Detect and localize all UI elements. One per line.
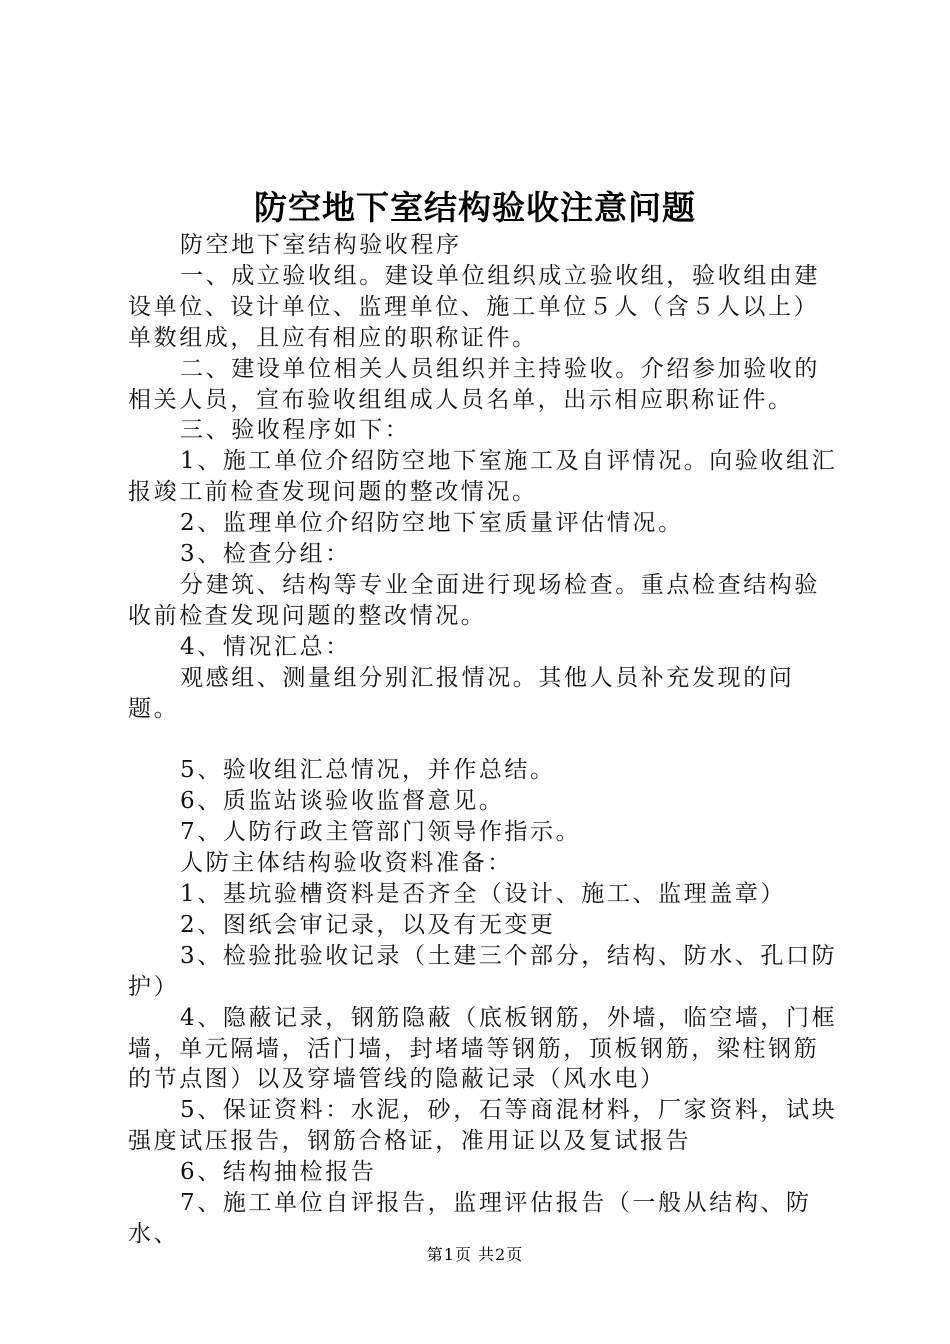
paragraph: 分建筑、结构等专业全面进行现场检查。重点检查结构验收前检查发现问题的整改情况。 (128, 571, 820, 629)
paragraph: 4、情况汇总： (180, 633, 351, 660)
paragraph: 5、保证资料：水泥，砂，石等商混材料，厂家资料，试块强度试压报告，钢筋合格证，准用证以及复试报告 (128, 1097, 838, 1155)
paragraph: 5、验收组汇总情况，并作总结。 (180, 757, 556, 784)
document-title: 防空地下室结构验收注意问题 (254, 188, 696, 227)
paragraph: 2、监理单位介绍防空地下室质量评估情况。 (180, 510, 684, 537)
paragraph: 7、施工单位自评报告，监理评估报告（一般从结构、防水、 (128, 1190, 812, 1247)
paragraph: 观感组、测量组分别汇报情况。其他人员补充发现的问题。 (128, 664, 795, 722)
paragraph: 3、检查分组： (180, 541, 351, 568)
paragraph: 6、结构抽检报告 (180, 1159, 377, 1186)
page-number-footer: 第1页 共2页 (426, 1245, 524, 1264)
paragraph: 1、基坑验槽资料是否齐全（设计、施工、监理盖章） (180, 881, 787, 908)
paragraph: 6、质监站谈验收监督意见。 (180, 788, 505, 815)
paragraph: 防空地下室结构验收程序 (180, 232, 462, 258)
paragraph: 1、施工单位介绍防空地下室施工及自评情况。向验收组汇报竣工前检查发现问题的整改情况。 (128, 448, 838, 506)
paragraph: 2、图纸会审记录，以及有无变更 (180, 911, 556, 938)
paragraph: 4、隐蔽记录，钢筋隐蔽（底板钢筋，外墙，临空墙，门框墙，单元隔墙，活门墙，封堵墙等钢筋，顶板钢筋，梁柱钢筋的节点图）以及穿墙管线的隐蔽记录（风水电） (128, 1004, 838, 1093)
blank-line (128, 725, 838, 756)
paragraph: 三、验收程序如下： (180, 417, 411, 444)
paragraph: 二、建设单位相关人员组织并主持验收。介绍参加验收的相关人员，宣布验收组组成人员名单，出示相应职称证件。 (128, 355, 820, 413)
paragraph: 人防主体结构验收资料准备： (180, 850, 513, 877)
document-body (128, 230, 838, 1250)
paragraph: 7、人防行政主管部门领导作指示。 (180, 819, 582, 846)
paragraph: 一、成立验收组。建设单位组织成立验收组，验收组由建设单位、设计单位、监理单位、施工单位５人（含５人以上）单数组成，且应有相应的职称证件。 (128, 262, 820, 351)
paragraph: 3、检验批验收记录（土建三个部分，结构、防水、孔口防护） (128, 942, 838, 1000)
